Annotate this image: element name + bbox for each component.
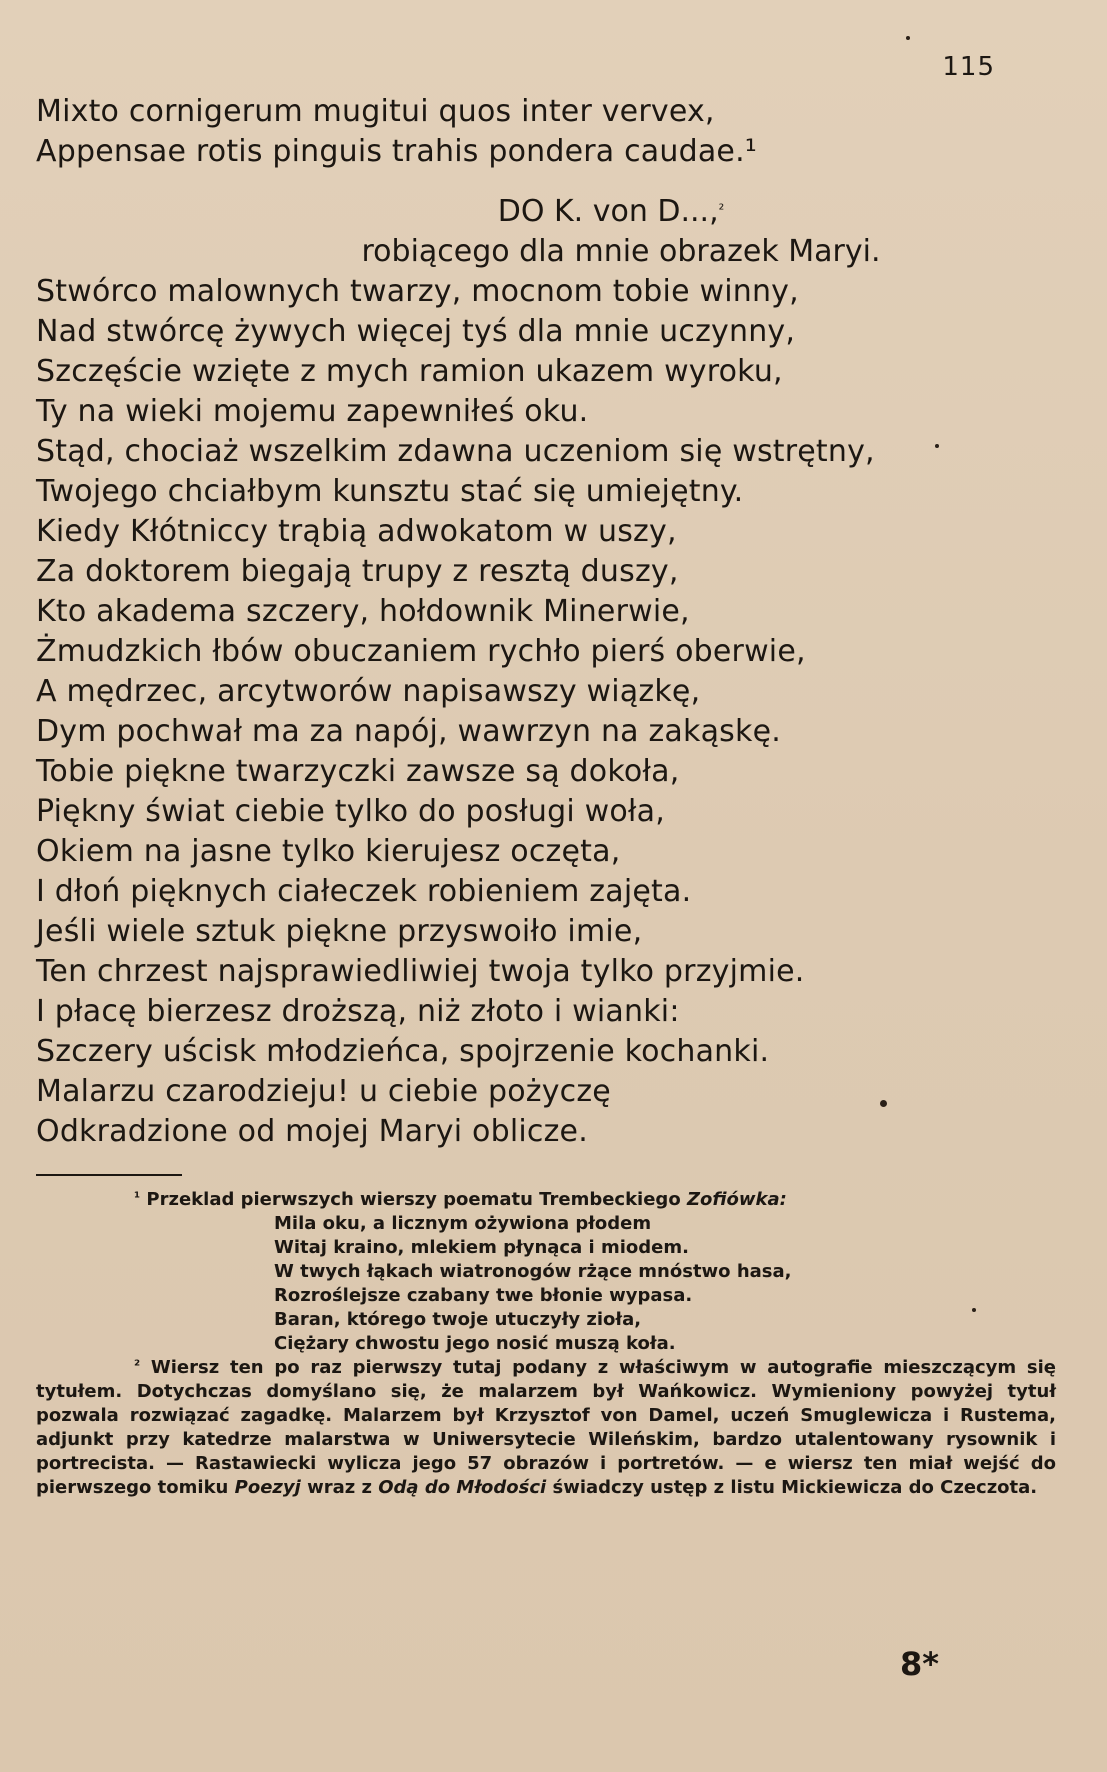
footnote-2 bbox=[36, 1356, 1056, 1500]
poem-title bbox=[36, 192, 1046, 232]
poem-line: I dłoń pięknych ciałeczek robieniem zajęta. bbox=[36, 874, 692, 909]
poem-line: Odkradzione od mojej Maryi oblicze. bbox=[36, 1114, 588, 1149]
signature-mark: 8* bbox=[900, 1645, 939, 1683]
poem-line: I płacę bierzesz droższą, niż złoto i wianki: bbox=[36, 994, 680, 1029]
latin-line: Mixto cornigerum mugitui quos inter vervex, bbox=[36, 94, 715, 129]
footnote-quote-line: Baran, którego twoje utuczyły zioła, bbox=[274, 1309, 642, 1330]
footnote-2-italic-poezyj: Poezyj bbox=[234, 1477, 301, 1498]
latin-line: Appensae rotis pinguis trahis pondera caudae.¹ bbox=[36, 134, 758, 169]
poem-line: Ten chrzest najsprawiedliwiej twoja tylko przyjmie. bbox=[36, 954, 805, 989]
poem-line: Kto akadema szczery, hołdownik Minerwie, bbox=[36, 594, 690, 629]
footnote-quote-line: Witaj kraino, mlekiem płynąca i miodem. bbox=[274, 1237, 689, 1258]
footnote-2-italic-oda: Odą do Młodości bbox=[378, 1477, 547, 1498]
poem-line: Malarzu czarodzieju! u ciebie pożyczę bbox=[36, 1074, 611, 1109]
footnote-1-mark: ¹ bbox=[134, 1190, 141, 1206]
poem-line: Nad stwórcę żywych więcej tyś dla mnie uczynny, bbox=[36, 314, 796, 349]
poem-line: Stąd, chociaż wszelkim zdawna uczeniom się wstrętny, bbox=[36, 434, 875, 469]
poem-line: A mędrzec, arcytworów napisawszy wiązkę, bbox=[36, 674, 701, 709]
poem-line: Żmudzkich łbów obuczaniem rychło pierś oberwie, bbox=[36, 634, 806, 669]
footnotes bbox=[36, 1188, 1056, 1500]
poem-line: Stwórco malownych twarzy, mocnom tobie winny, bbox=[36, 274, 799, 309]
footnote-divider bbox=[36, 1174, 182, 1176]
poem-line: Szczery uścisk młodzieńca, spojrzenie kochanki. bbox=[36, 1034, 770, 1069]
poem-subtitle: robiącego dla mnie obrazek Maryi. bbox=[361, 234, 881, 269]
footnote-1 bbox=[36, 1188, 1056, 1212]
ink-speck bbox=[880, 1100, 887, 1107]
poem-title-text: DO K. von D..., bbox=[497, 194, 719, 229]
footnote-2-text-cont: wraz z bbox=[307, 1477, 372, 1498]
main-text bbox=[36, 92, 1056, 1500]
poem-line: Tobie piękne twarzyczki zawsze są dokoła, bbox=[36, 754, 680, 789]
footnote-quote-line: Mila oku, a licznym ożywiona płodem bbox=[274, 1213, 652, 1234]
footnote-1-title: Zofiówka: bbox=[686, 1189, 787, 1210]
footnote-ref-2: ² bbox=[718, 202, 725, 218]
poem-line: Za doktorem biegają trupy z resztą duszy, bbox=[36, 554, 679, 589]
ink-speck bbox=[972, 1308, 976, 1312]
footnote-2-mark: ² bbox=[134, 1358, 141, 1374]
footnote-quote-line: Ciężary chwostu jego nosić muszą koła. bbox=[274, 1333, 676, 1354]
footnote-2-text: Wiersz ten po raz pierwszy tutaj podany z właściwym w autografie mieszczącym się tytułem. Dotychczas domyślano się, że malarzem był Wańkowicz. Wymieniony powyżej tytuł pozwala rozwiązać zagadkę. Malarzem był Krzysztof von Damel, uczeń Smuglewicza i Rustema, adjunkt przy katedrze malarstwa w Uniwersytecie Wileńskim, bardzo utalentowany rysownik i portrecista. — Rastawiecki wylicza jego 57 obrazów i portretów. — e wiersz ten miał wejść do pierwszego tomiku bbox=[36, 1357, 1056, 1498]
footnote-quote-line: W twych łąkach wiatronogów rżące mnóstwo hasa, bbox=[274, 1261, 792, 1282]
poem-line: Twojego chciałbym kunsztu stać się umiejętny. bbox=[36, 474, 744, 509]
poem-line: Szczęście wzięte z mych ramion ukazem wyroku, bbox=[36, 354, 783, 389]
footnote-2-text-end: świadczy ustęp z listu Mickiewicza do Czeczota. bbox=[552, 1477, 1038, 1498]
poem-line: Piękny świat ciebie tylko do posługi woła, bbox=[36, 794, 665, 829]
poem-line: Kiedy Kłótniccy trąbią adwokatom w uszy, bbox=[36, 514, 677, 549]
poem-line: Okiem na jasne tylko kierujesz oczęta, bbox=[36, 834, 621, 869]
footnote-1-text: Przeklad pierwszych wierszy poematu Trembeckiego bbox=[146, 1189, 681, 1210]
ink-speck bbox=[906, 36, 910, 40]
ink-speck bbox=[935, 444, 939, 448]
poem-line: Ty na wieki mojemu zapewniłeś oku. bbox=[36, 394, 589, 429]
page-number: 115 bbox=[942, 52, 995, 82]
poem-line: Jeśli wiele sztuk piękne przyswoiło imie, bbox=[36, 914, 643, 949]
poem-line: Dym pochwał ma za napój, wawrzyn na zakąskę. bbox=[36, 714, 781, 749]
footnote-quote-line: Rozroślejsze czabany twe błonie wypasa. bbox=[274, 1285, 693, 1306]
